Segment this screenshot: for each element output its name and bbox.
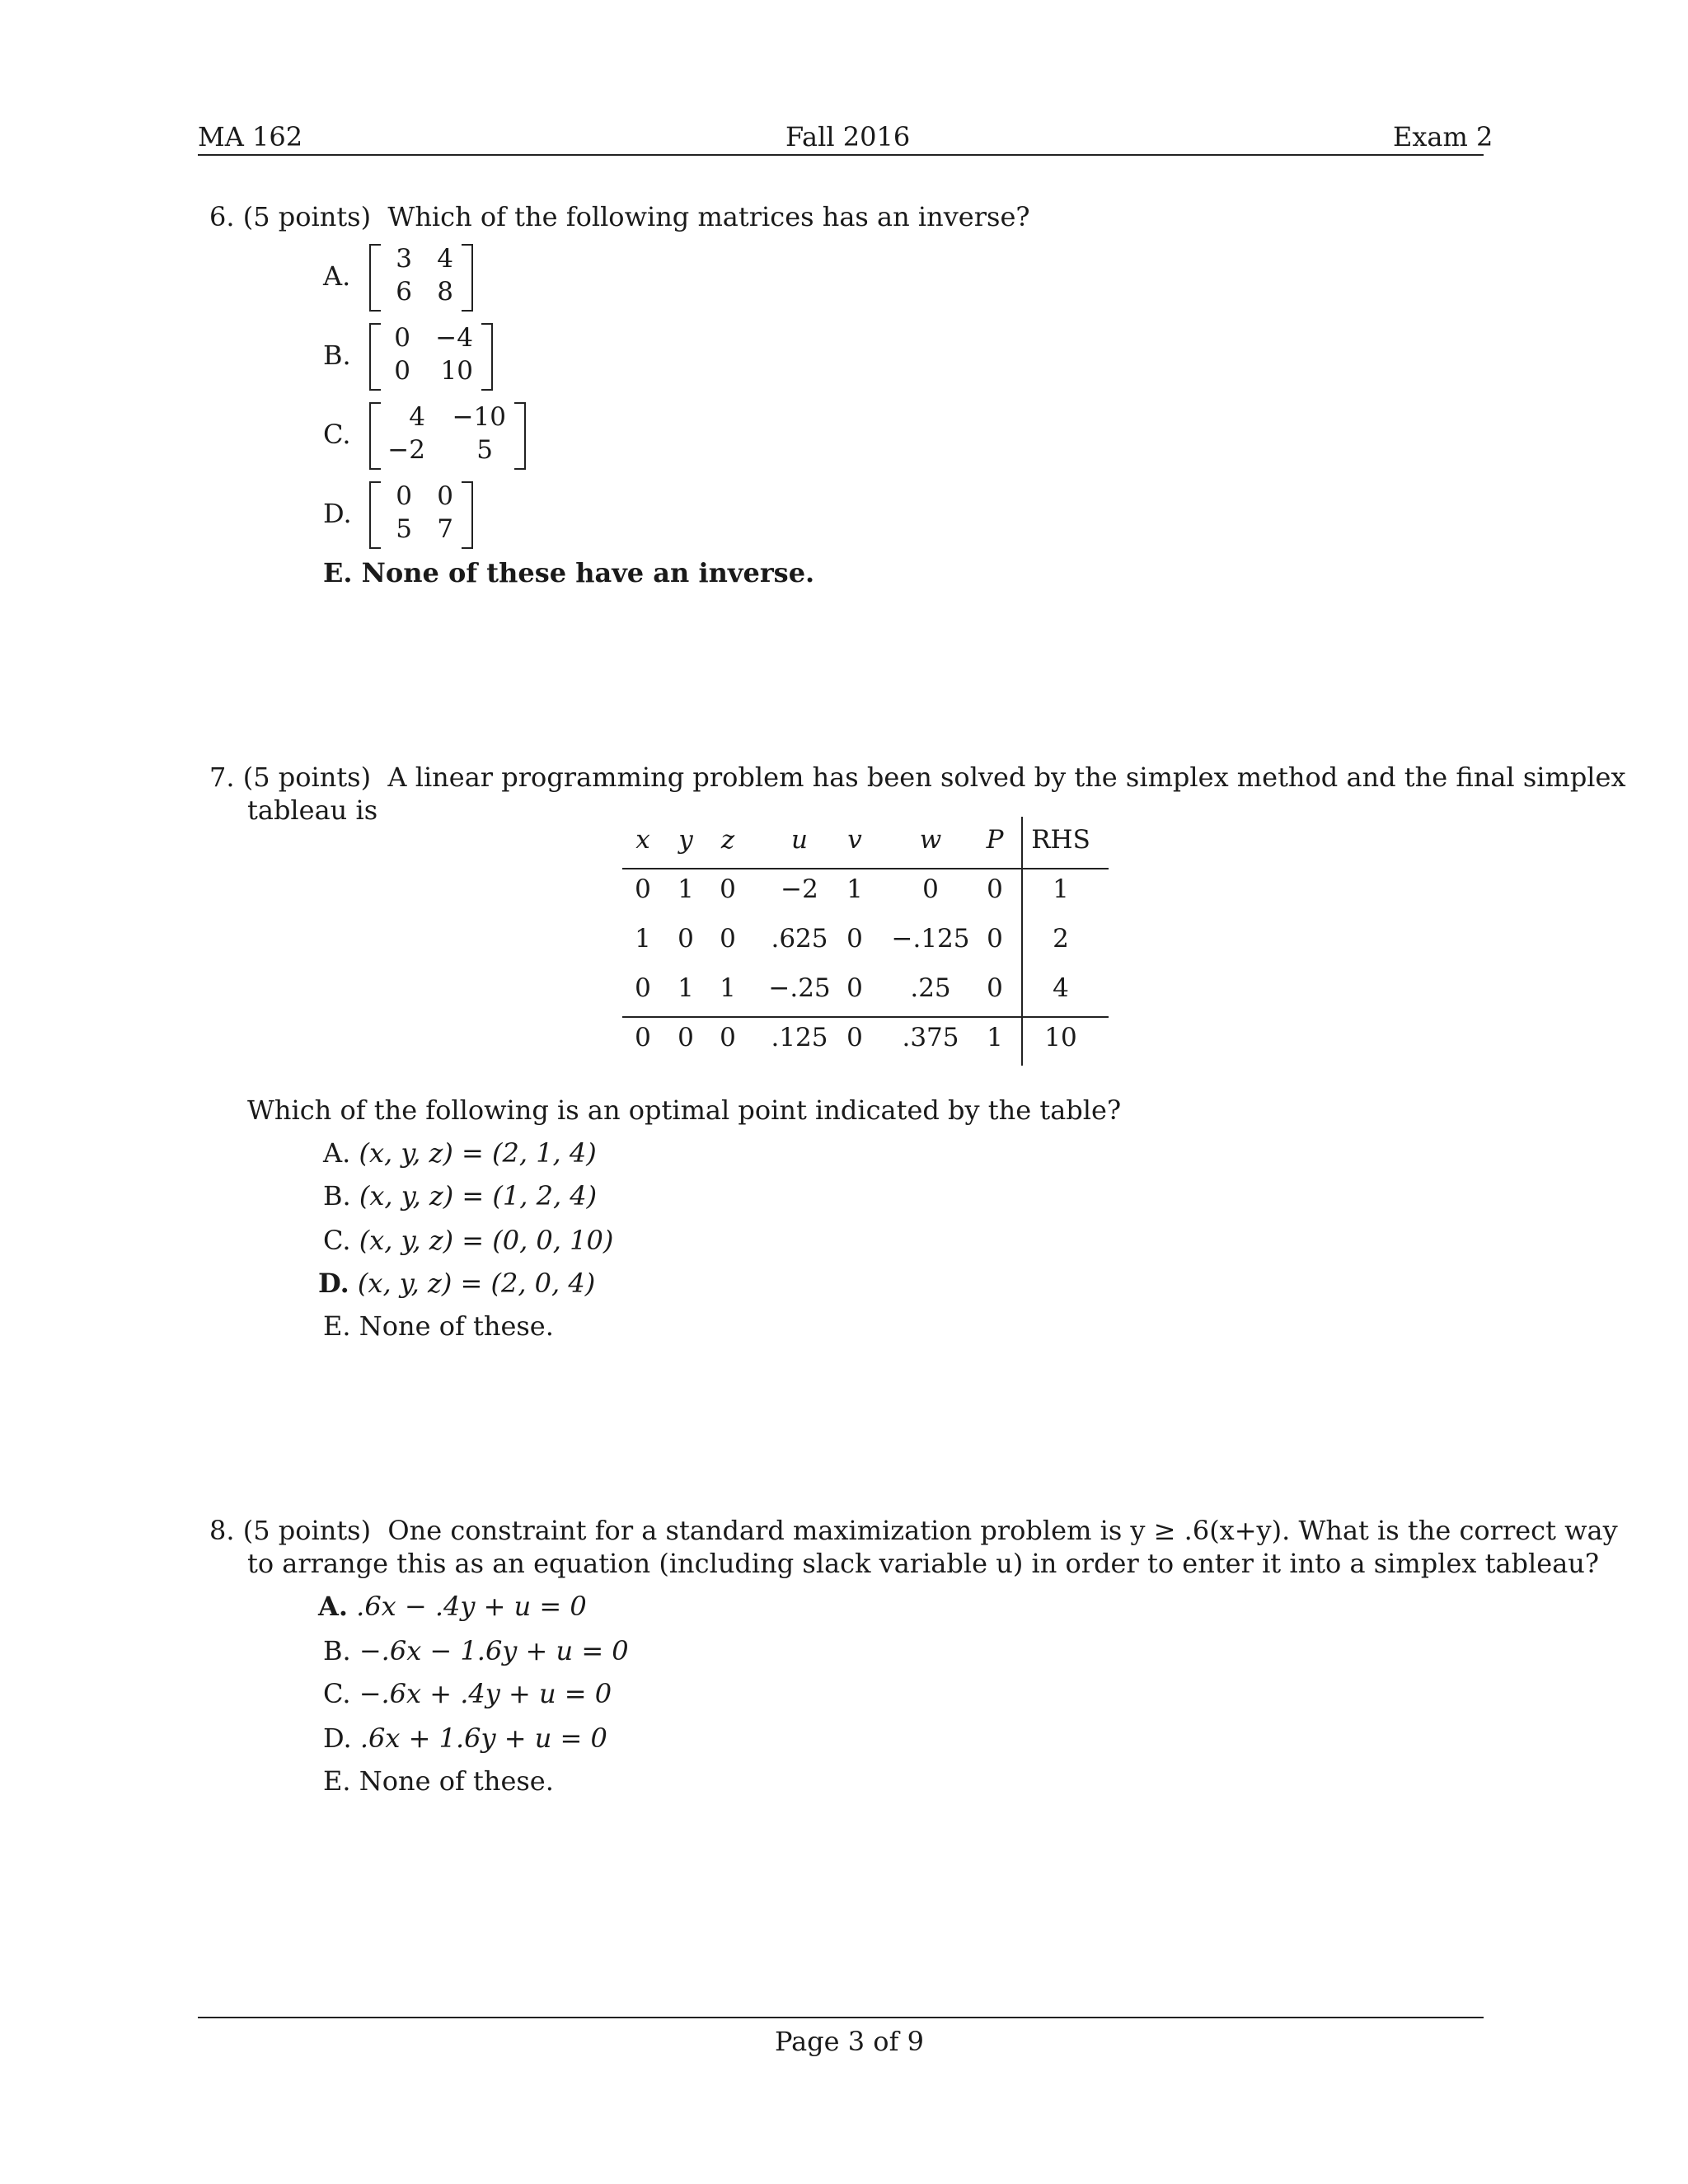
tableau-header-rule: [622, 868, 1109, 869]
tableau-cell: 1: [635, 924, 651, 954]
q6-prompt: [209, 201, 1030, 232]
q6-points: (5 points): [242, 201, 372, 232]
q7-question: Which of the following is an optimal point indicated by the table?: [247, 1094, 1122, 1126]
q7-prompt: [209, 762, 1626, 793]
tableau-cell: 1: [678, 874, 694, 904]
tableau-header: w: [919, 825, 942, 855]
simplex-tableau: [622, 820, 1109, 1071]
q7-option-c[interactable]: [323, 1225, 613, 1256]
tableau-cell: 1: [1053, 874, 1069, 904]
q8-option-d-label: D.: [323, 1722, 352, 1754]
q6-option-e-text: None of these have an inverse.: [361, 557, 815, 588]
matrix-cell: 0: [394, 323, 410, 353]
q6-option-a-label[interactable]: A.: [323, 260, 351, 292]
q8-option-a-text: .6x − .4y + u = 0: [356, 1591, 587, 1622]
tableau-cell: 4: [1053, 973, 1069, 1003]
q8-option-d-text: .6x + 1.6y + u = 0: [359, 1722, 607, 1754]
q7-option-e-text: None of these.: [359, 1310, 554, 1342]
tableau-cell: 0: [987, 874, 1003, 904]
q8-text-line2: to arrange this as an equation (including slack variable u) in order to enter it into a simplex tableau?: [247, 1548, 1600, 1579]
q8-option-c[interactable]: [323, 1678, 612, 1709]
term: Fall 2016: [785, 121, 911, 152]
footer-rule: [198, 2017, 1484, 2018]
tableau-header: RHS: [1031, 825, 1090, 855]
q8-prompt: [209, 1515, 1618, 1546]
q8-points: (5 points): [242, 1515, 372, 1546]
tableau-cell: 0: [987, 973, 1003, 1003]
matrix-cell: −10: [452, 402, 506, 432]
tableau-cell: 0: [635, 973, 651, 1003]
tableau-header: x: [635, 825, 650, 855]
tableau-cell: 1: [720, 973, 736, 1003]
q8-number: 8.: [209, 1515, 235, 1546]
tableau-cell: 1: [678, 973, 694, 1003]
q7-option-d-label: D.: [318, 1268, 349, 1299]
tableau-cell: 0: [846, 924, 863, 954]
q8-option-b[interactable]: [323, 1635, 629, 1666]
tableau-cell: 0: [635, 874, 651, 904]
q7-option-d[interactable]: [318, 1268, 595, 1299]
q6-option-e[interactable]: [323, 557, 814, 588]
q7-option-b-text: (x, y, z) = (1, 2, 4): [359, 1180, 598, 1212]
q7-option-e[interactable]: [323, 1310, 554, 1342]
tableau-header: y: [678, 825, 693, 855]
tableau-cell: 0: [987, 924, 1003, 954]
tableau-cell: .375: [902, 1023, 959, 1052]
tableau-cell: .125: [771, 1023, 828, 1052]
q6-text: Which of the following matrices has an inverse?: [387, 201, 1030, 232]
q7-option-c-text: (x, y, z) = (0, 0, 10): [359, 1225, 614, 1256]
tableau-cell: 0: [720, 924, 736, 954]
tableau-cell: 2: [1053, 924, 1069, 954]
tableau-cell: −.125: [891, 924, 970, 954]
tableau-header: z: [720, 825, 735, 855]
q8-option-a[interactable]: [318, 1591, 587, 1622]
matrix-cell: −2: [387, 435, 425, 465]
q8-option-a-label: A.: [318, 1591, 348, 1622]
q7-option-e-label: E.: [323, 1310, 351, 1342]
q6-option-b-matrix[interactable]: [369, 323, 493, 391]
q6-option-c-matrix[interactable]: [369, 402, 526, 470]
tableau-cell: 0: [720, 874, 736, 904]
q8-option-e[interactable]: [323, 1765, 554, 1797]
tableau-cell: 0: [720, 1023, 736, 1052]
q7-option-a-text: (x, y, z) = (2, 1, 4): [359, 1137, 597, 1169]
q8-option-e-label: E.: [323, 1765, 351, 1797]
q7-option-b-label: B.: [323, 1180, 351, 1212]
q8-option-e-text: None of these.: [359, 1765, 554, 1797]
tableau-cell: 0: [678, 1023, 694, 1052]
q7-option-c-label: C.: [323, 1225, 351, 1256]
q6-option-d-matrix[interactable]: [369, 481, 473, 549]
q8-option-b-text: −.6x − 1.6y + u = 0: [359, 1635, 629, 1666]
q8-option-c-label: C.: [323, 1678, 351, 1709]
tableau-header: u: [791, 825, 808, 855]
q8-option-b-label: B.: [323, 1635, 351, 1666]
q6-option-b-label[interactable]: B.: [323, 340, 351, 371]
q6-option-a-matrix[interactable]: [369, 244, 473, 312]
matrix-cell: 3: [396, 244, 412, 274]
tableau-header: P: [986, 825, 1004, 855]
tableau-objective-rule: [622, 1016, 1109, 1018]
q7-text-line2: tableau is: [247, 794, 378, 826]
tableau-cell: −.25: [768, 973, 831, 1003]
matrix-cell: 4: [409, 402, 425, 432]
tableau-header: v: [847, 825, 862, 855]
page-number: Page 3 of 9: [775, 2026, 924, 2057]
matrix-cell: 7: [437, 514, 453, 544]
matrix-cell: 0: [396, 481, 412, 511]
q6-option-c-label[interactable]: C.: [323, 419, 351, 450]
tableau-cell: .25: [910, 973, 951, 1003]
q6-option-d-label[interactable]: D.: [323, 498, 352, 529]
course-code: MA 162: [198, 121, 303, 152]
q8-option-c-text: −.6x + .4y + u = 0: [359, 1678, 612, 1709]
matrix-cell: 6: [396, 277, 412, 307]
q7-option-b[interactable]: [323, 1180, 597, 1212]
tableau-cell: 10: [1044, 1023, 1077, 1052]
tableau-cell: 0: [922, 874, 939, 904]
matrix-cell: 5: [476, 435, 493, 465]
tableau-cell: .625: [771, 924, 828, 954]
tableau-cell: 0: [678, 924, 694, 954]
tableau-cell: −2: [781, 874, 818, 904]
q7-option-a-label: A.: [323, 1137, 351, 1169]
tableau-cell: 0: [846, 1023, 863, 1052]
matrix-cell: 0: [437, 481, 453, 511]
header-rule: [198, 154, 1484, 156]
q7-points: (5 points): [242, 762, 372, 793]
q8-option-d[interactable]: [323, 1722, 607, 1754]
q7-option-a[interactable]: [323, 1137, 597, 1169]
tableau-divider-vertical: [1021, 817, 1023, 1066]
q6-option-e-label: E.: [323, 557, 353, 588]
tableau-cell: 1: [846, 874, 863, 904]
q8-text-line1: One constraint for a standard maximization problem is y ≥ .6(x+y). What is the correct way: [387, 1515, 1618, 1546]
tableau-cell: 1: [987, 1023, 1003, 1052]
q7-text-line1: A linear programming problem has been solved by the simplex method and the final simplex: [387, 762, 1626, 793]
tableau-cell: 0: [846, 973, 863, 1003]
q7-number: 7.: [209, 762, 235, 793]
tableau-cell: 0: [635, 1023, 651, 1052]
matrix-cell: 8: [437, 277, 453, 307]
q6-number: 6.: [209, 201, 235, 232]
matrix-cell: 4: [437, 244, 453, 274]
matrix-cell: 10: [440, 356, 473, 386]
matrix-cell: 0: [394, 356, 410, 386]
matrix-cell: 5: [396, 514, 412, 544]
matrix-cell: −4: [435, 323, 473, 353]
exam-title: Exam 2: [1393, 121, 1493, 152]
q7-option-d-text: (x, y, z) = (2, 0, 4): [357, 1268, 596, 1299]
